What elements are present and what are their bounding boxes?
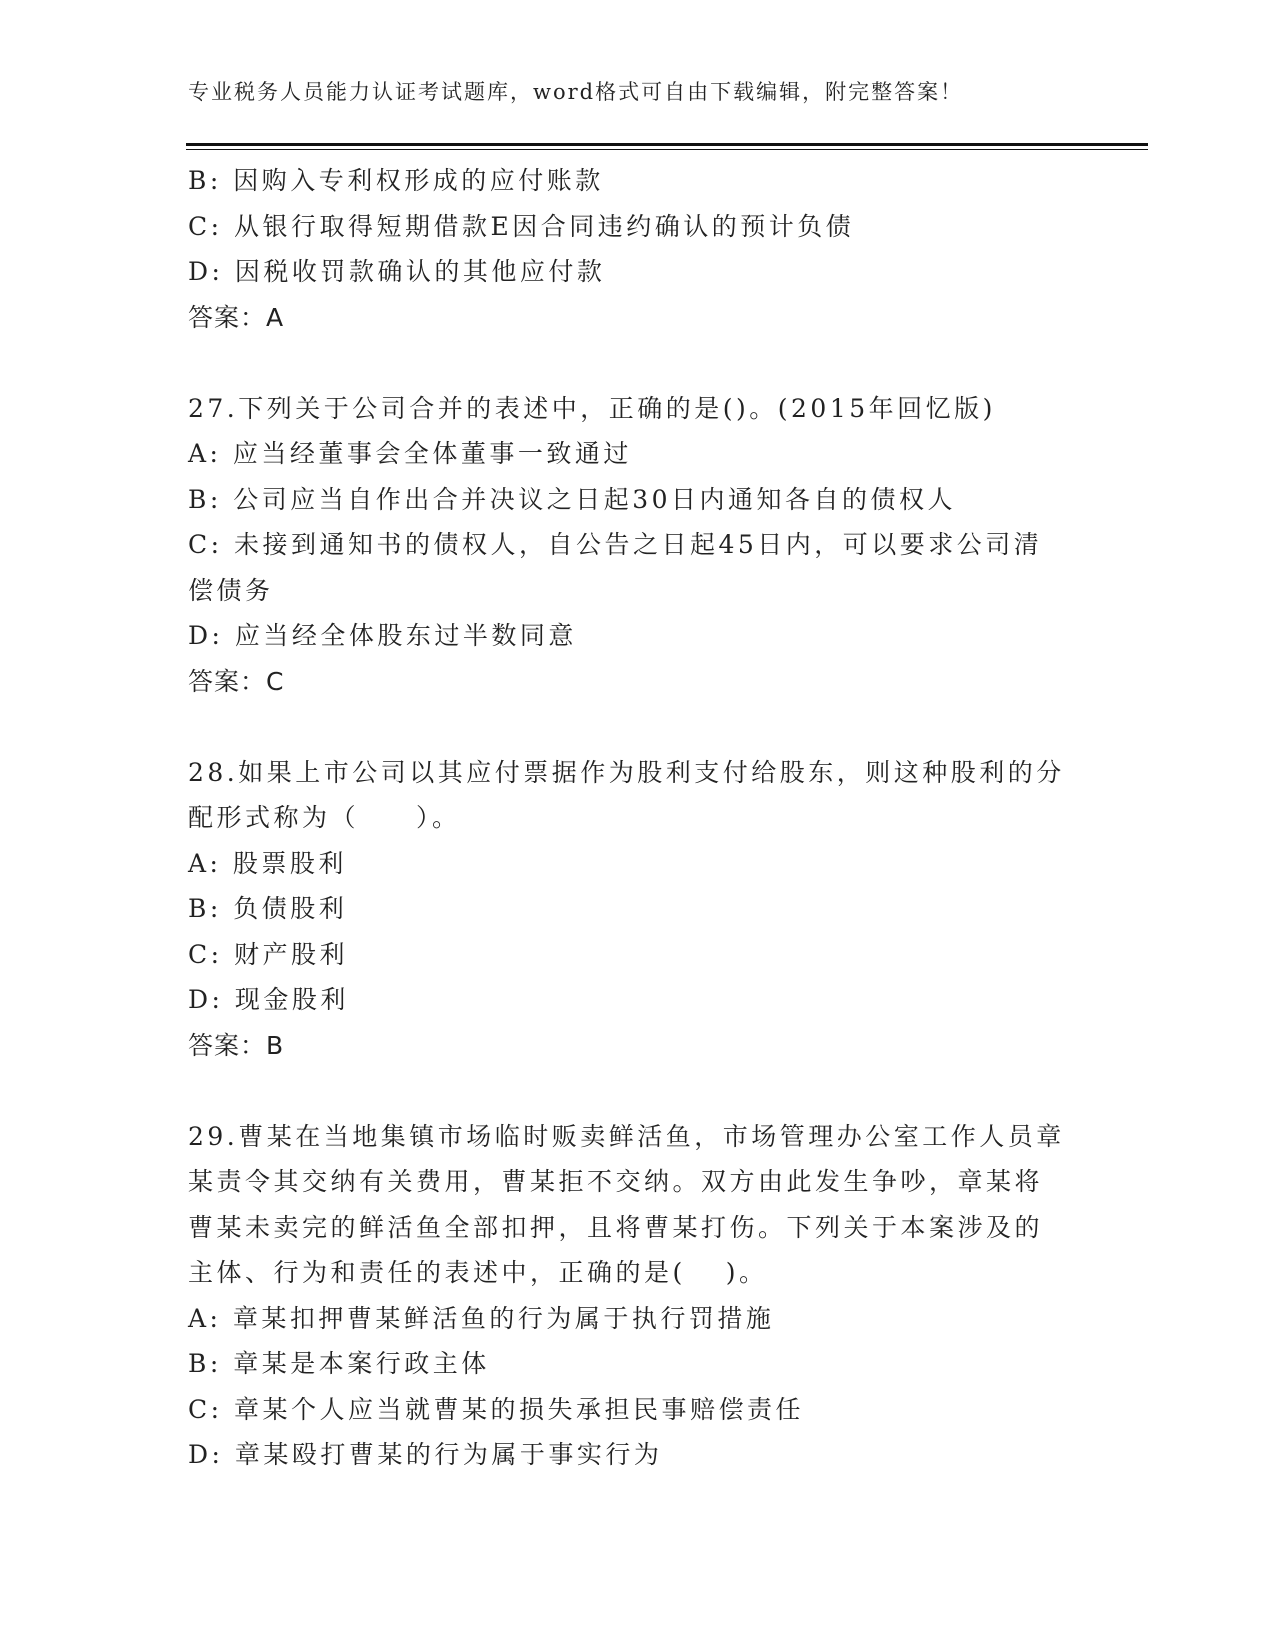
option-c-continued: 偿债务 bbox=[188, 575, 274, 605]
question-stem-continued: 配形式称为（ ）。 bbox=[188, 803, 461, 832]
question-26-continued bbox=[188, 158, 1088, 340]
question-stem: 27.下列关于公司合并的表述中，正确的是()。(2015年回忆版) bbox=[188, 393, 996, 423]
question-stem-continued: 主体、行为和责任的表述中，正确的是( )。 bbox=[188, 1258, 768, 1287]
option-c: C: 从银行取得短期借款E因合同违约确认的预计负债 bbox=[188, 211, 855, 241]
spacer bbox=[188, 340, 1088, 386]
question-stem: 28.如果上市公司以其应付票据作为股利支付给股东，则这种股利的分 bbox=[188, 757, 1065, 787]
answer: 答案：A bbox=[188, 302, 285, 332]
option-d: D: 章某殴打曹某的行为属于事实行为 bbox=[188, 1440, 663, 1469]
option-b: B: 因购入专利权形成的应付账款 bbox=[188, 166, 604, 195]
option-a: A: 股票股利 bbox=[188, 848, 347, 878]
option-c: C: 未接到通知书的债权人，自公告之日起45日内，可以要求公司清 bbox=[188, 530, 1043, 559]
option-b: B: 章某是本案行政主体 bbox=[188, 1349, 490, 1378]
option-d: D: 应当经全体股东过半数同意 bbox=[188, 621, 577, 650]
document-body bbox=[188, 158, 1088, 1478]
option-b: B: 公司应当自作出合并决议之日起30日内通知各自的债权人 bbox=[188, 484, 957, 514]
option-c: C: 财产股利 bbox=[188, 939, 348, 969]
question-stem-continued: 曹某未卖完的鲜活鱼全部扣押，且将曹某打伤。下列关于本案涉及的 bbox=[188, 1212, 1044, 1242]
question-stem: 29.曹某在当地集镇市场临时贩卖鲜活鱼，市场管理办公室工作人员章 bbox=[188, 1121, 1065, 1151]
option-c: C: 章某个人应当就曹某的损失承担民事赔偿责任 bbox=[188, 1394, 804, 1424]
option-d: D: 现金股利 bbox=[188, 985, 349, 1014]
spacer bbox=[188, 704, 1088, 750]
question-29 bbox=[188, 1114, 1088, 1478]
question-27 bbox=[188, 386, 1088, 705]
answer: 答案：C bbox=[188, 666, 285, 696]
option-a: A: 章某扣押曹某鲜活鱼的行为属于执行罚措施 bbox=[188, 1303, 775, 1333]
header-rule-thick bbox=[186, 143, 1148, 146]
option-a: A: 应当经董事会全体董事一致通过 bbox=[188, 439, 632, 468]
question-28 bbox=[188, 750, 1088, 1069]
page-header: 专业税务人员能力认证考试题库，word格式可自由下载编辑，附完整答案！ bbox=[188, 80, 964, 104]
answer: 答案：B bbox=[188, 1030, 285, 1060]
option-d: D: 因税收罚款确认的其他应付款 bbox=[188, 257, 606, 286]
option-b: B: 负债股利 bbox=[188, 894, 348, 923]
spacer bbox=[188, 1068, 1088, 1114]
question-stem-continued: 某责令其交纳有关费用，曹某拒不交纳。双方由此发生争吵，章某将 bbox=[188, 1167, 1044, 1196]
header-rule-thin bbox=[186, 149, 1148, 150]
